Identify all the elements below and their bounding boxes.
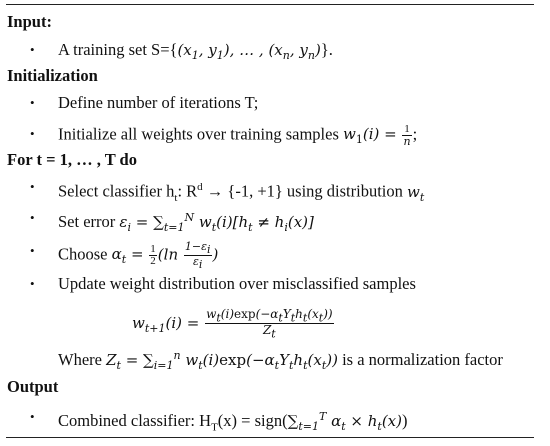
one-over-n-fraction: $\frac{1}{n}$ xyxy=(403,123,411,148)
top-rule xyxy=(6,4,534,5)
output-heading: Output xyxy=(7,377,59,396)
initialization-heading: Initialization xyxy=(7,66,98,85)
normalization-line: Where $Z_t = \sum_{i=1}^n$ $w_t(i)\exp(-\alpha_tY_th_t(x_t))$ is a normalization factor xyxy=(58,349,503,372)
bullet-icon: • xyxy=(30,42,35,57)
select-classifier-item: Select classifier $h_t$: $R^d \to \{-1$, +1} using distribution $w_t$ xyxy=(58,181,425,204)
bullet-icon: • xyxy=(30,126,35,141)
update-fraction: $\frac{\text{wt(i)exp(−αtYtht(xt))}}{Zt}$ xyxy=(206,307,333,341)
error-ratio-fraction: $\frac{1-\varepsilon i}{\varepsilon i}$ xyxy=(184,240,211,272)
bottom-rule xyxy=(6,437,534,438)
bullet-icon: • xyxy=(30,95,35,110)
bullet-icon: • xyxy=(30,210,35,225)
set-error-item: Set error $\varepsilon_i = \sum_{t=1}^N$ $w_t(i)[h_t \ne h_i(x)]$ xyxy=(58,211,314,234)
bullet-icon: • xyxy=(30,243,35,258)
iterations-item: Define number of iterations T; xyxy=(58,93,259,112)
input-heading: Input: xyxy=(7,12,52,31)
choose-alpha-item: Choose $\alpha_t$ = $\frac{1}{2}$ (ln $\frac{1-\varepsilon i}{\varepsilon i}$ ) xyxy=(58,240,219,272)
weight-update-equation: $w_{t+1}(i)$ = $\frac{\text{wt(i)exp(−αtYtht(xt))}}{Zt}$ xyxy=(132,307,333,341)
bullet-icon: • xyxy=(30,276,35,291)
initialize-weights-item: Initialize all weights over training samples $w_1(i)$ = $\frac{1}{n}$ ; xyxy=(58,123,418,148)
update-weights-item: Update weight distribution over misclassified samples xyxy=(58,274,416,293)
bullet-icon: • xyxy=(30,409,35,424)
half-fraction: $\frac{1}{2}$ xyxy=(150,243,156,268)
combined-classifier-item: Combined classifier: $H_T(x)$ = $sign(\sum_{t=1}^T$ $\alpha_t \times h_t(x)$) xyxy=(58,410,408,434)
training-set-item: A training set $S=\{(x_1$, $y_1$), … , ($x_n$, $y_n$)}. xyxy=(58,40,333,62)
for-loop-heading: For t = 1, … , T do xyxy=(7,150,137,169)
bullet-icon: • xyxy=(30,179,35,194)
